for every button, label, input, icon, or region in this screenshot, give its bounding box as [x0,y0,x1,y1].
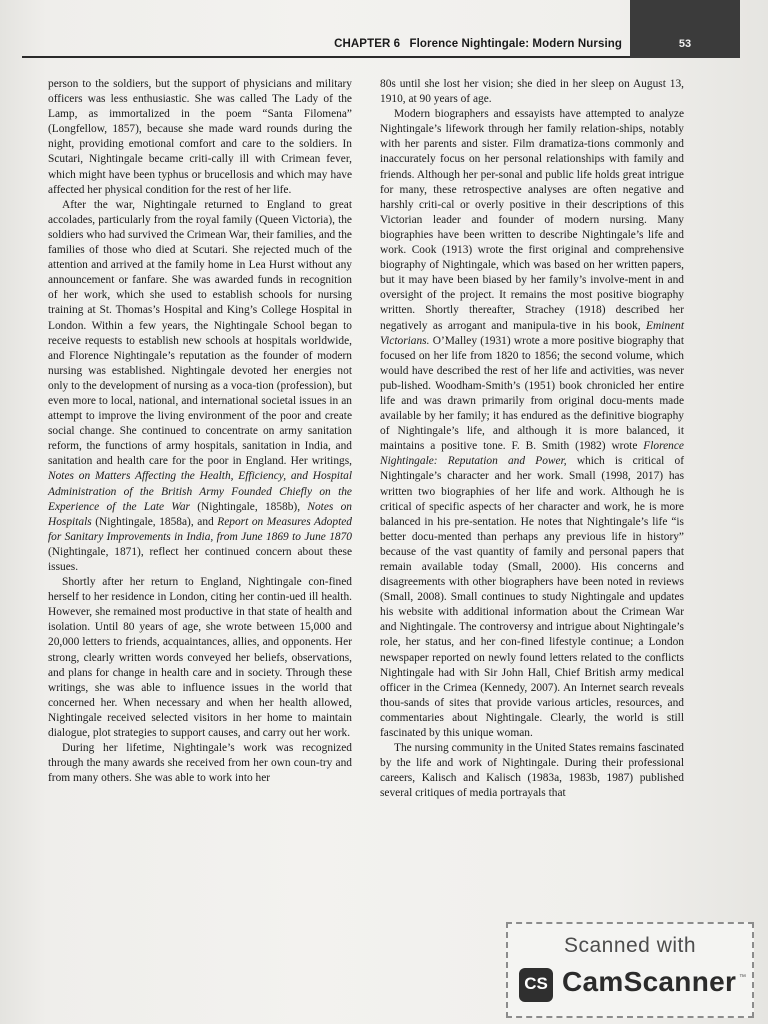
paragraph: After the war, Nightingale returned to England to great accolades, particularly from the royal family (Queen Victoria), the soldiers who had survived the Crimean War, their families, and the families of those who died at Scutari. She rejected much of the attention and arrived at the family home in Lea Hurst without any announcement or fanfare. She was awarded funds in recognition of her work, which she used to establish schools for nursing training at St. Thomas’s Hospital and King’s College Hospital in London. Within a few years, the Nightingale School began to receive requests to establish new schools at hospitals worldwide, and Florence Nightingale’s reputation as the founder of modern nursing was established. Nightingale devoted her energies not only to the development of nursing as a voca-tion (profession), but even more to local, national, and international societal issues in an attempt to improve the living environment of the poor and create social change. She continued to concentrate on army sanitation reform, the functions of army hospitals, sanitation in India, and sanitation and health care for the poor in England. Her writings, Notes on Matters Affecting the Health, Efficiency, and Hospital Administration of the British Army Founded Chiefly on the Experience of the Late War (Nightingale, 1858b), Notes on Hospitals (Nightingale, 1858a), and Report on Measures Adopted for Sanitary Improvements in India, from June 1869 to June 1870 (Nightingale, 1871), reflect her continued concern about these issues. [48,198,352,573]
camscanner-watermark [506,922,754,1018]
book-title: Notes on Matters Affecting the Health, Efficiency, and Hospital Administration of the British Army Founded Chiefly on the Experience of the Late War [48,470,352,513]
paragraph: During her lifetime, Nightingale’s work was recognized through the many awards she received from her own coun-try and from many others. She was able to work into her [48,742,352,785]
book-title: Report on Measures Adopted for Sanitary Improvements in India, from June 1869 to June 1870 [48,515,352,543]
page-number: 53 [678,38,692,50]
page-number-tab [630,0,740,58]
left-column [48,77,352,786]
paragraph: person to the soldiers, but the support of physicians and military officers was less enthusiastic. She was called The Lady of the Lamp, as immortalized in the poem “Santa Filomena” (Longfellow, 1857), because she made ward rounds during the night, providing emotional comfort and care to the soldiers. In Scutari, Nightingale became criti-cally ill with Crimean fever, which might have been typhus or brucellosis and which may have affected her physical condition for the rest of her life. [48,78,352,196]
scanned-with-text: Scanned with [563,934,697,957]
paragraph: The nursing community in the United States remains fascinated by the life and work of Nightingale. During their professional careers, Kalisch and Kalisch (1983a, 1983b, 1987) published several critiques of media portrayals that [380,742,684,800]
camscanner-brand: CamScanner [562,966,737,997]
right-column [380,77,684,802]
paragraph: Shortly after her return to England, Nightingale con-fined herself to her residence in London, citing her contin-ued ill health. However, she remained most productive in that state of health and isolation. Until 80 years of age, she wrote between 15,000 and 20,000 letters to friends, acquaintances, allies, and opponents. Her strong, clearly written words conveyed her beliefs, observations, and plans for change in health care and in society. Through these writings, she was able to influence issues in the world that concerned her. When necessary and when her health allowed, Nightingale received selected visitors in her home to maintain dialogue, plot strategies to support causes, and carry out her work. [48,576,352,740]
paragraph: Modern biographers and essayists have attempted to analyze Nightingale’s lifework through her family relation-ships, notably with her parents and sister. Film dramatiza-tions commonly and inaccurately focus on her personal relationships with family and friends. Although her per-sonal and public life holds great intrigue for many, these retrospective analyses are often negative and harshly criti-cal or overly positive in their descriptions of this Victorian leader and founder of modern nursing. Many biographies have been written to describe Nightingale’s life and work. Cook (1913) wrote the first original and comprehensive biography of Nightingale, which was based on her written papers, but it may have been biased by her family’s involve-ment in and oversight of the project. It remains the most positive biography written. Shortly thereafter, Strachey (1918) described her negatively as arrogant and manipula-tive in his book, Eminent Victorians. O’Malley (1931) wrote a more positive biography that focused on her life from 1820 to 1856; the second volume, which would have described the rest of her life and activities, was never pub-lished. Woodham-Smith’s (1951) book chronicled her entire life and was drawn primarily from original docu-ments made available by her family; it has endured as the definitive biography of Nightingale’s life, and although it is more balanced, it maintains a positive tone. F. B. Smith (1982) wrote Florence Nightingale: Reputation and Power, which is critical of Nightingale’s character and her work. Small (1998, 2017) has written two biographies of her life and work. Although he is critical of specific aspects of her character and work, he is more balanced in his pre-sentation. He notes that Nightingale’s life “is better docu-mented than perhaps any previous life in history” because of the vast quantity of family and personal papers that remain available today (Small, 2000). His concerns and disagreements with other biographers have been noted in reviews (Small, 2008). Small continues to study Nightingale and updates his website with additional information about the Crimean War and Nightingale. The controversy and intrigue about Nightingale’s role, her status, and her con-fined lifestyle continue; a London newspaper reported on newly found letters related to the conflicts Nightingale had with Sir John Hall, Chief British army medical officer in the Crimea (Kennedy, 2007). An Internet search reveals thou-sands of sites that provide various articles, resources, and commentaries about Nightingale. Clearly, the world is still fascinated by this unique woman. [380,108,684,740]
book-title: Eminent Victorians. [380,319,684,347]
chapter-label: CHAPTER 6 [334,38,401,50]
running-header [22,34,630,58]
book-title: Notes on Hospitals [48,500,352,528]
camscanner-logo-icon: CS [519,968,553,1002]
trademark-symbol: ™ [739,974,746,981]
running-head-text [334,38,622,50]
chapter-title: Florence Nightingale: Modern Nursing [409,38,622,50]
paragraph: 80s until she lost her vision; she died in her sleep on August 13, 1910, at 90 years of age. [380,78,684,106]
book-title: Florence Nightingale: Reputation and Power, [380,440,684,468]
